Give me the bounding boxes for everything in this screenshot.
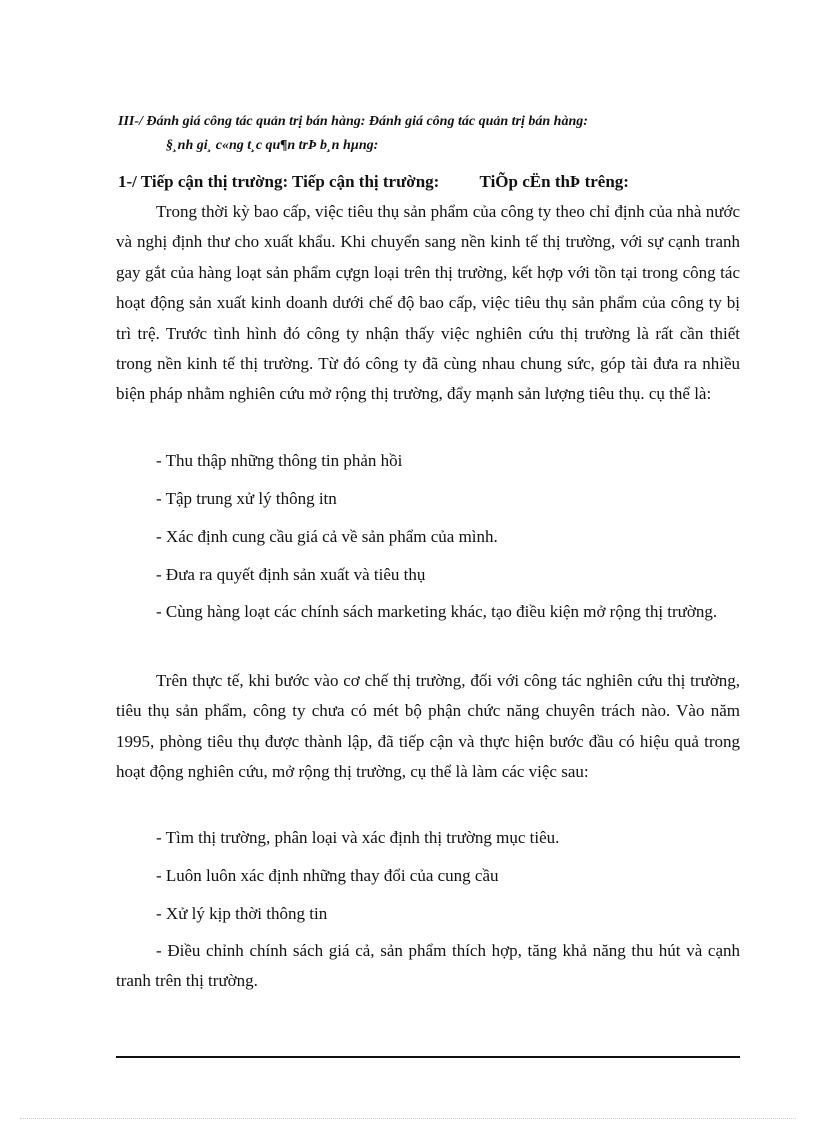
section-title-garbled: §¸nh gi¸ c«ng t¸c qu¶n trÞ b¸n hµng:: [166, 138, 379, 153]
list-item: - Đưa ra quyết định sản xuất và tiêu thụ: [156, 565, 426, 584]
list-item-text: - Cùng hàng loạt các chính sách marketing khác, tạo điều kiện mở rộng thị trường.: [156, 602, 718, 621]
paragraph-text: Trên thực tế, khi bước vào cơ chế thị trường, đối với công tác nghiên cứu thị trường, tiêu thụ sản phẩm, công ty chưa có mét bộ phận chức năng chuyên trách nào. Vào năm 1995, phòng tiêu thụ được thành lập, đã tiếp cận và thực hiện bước đầu có hiệu quả trong hoạt động nghiên cứu, mở rộng thị trường, cụ thể là làm các việc sau:: [116, 671, 740, 782]
paragraph-2: [116, 666, 740, 788]
list-item-wrapped: [116, 936, 740, 997]
footer-rule: [116, 1056, 740, 1058]
list-item: - Xác định cung cầu giá cả về sản phẩm của mình.: [156, 527, 498, 546]
paragraph-text: Trong thời kỳ bao cấp, việc tiêu thụ sản phẩm của công ty theo chỉ định của nhà nước và nghị định thư cho xuất khẩu. Khi chuyển sang nền kinh tế thị trường, với sự cạnh tranh gay gắt của hàng loạt sản phẩm cựgn loại trên thị trường, kết hợp với tồn tại trong công tác hoạt động sản xuất kinh doanh dưới chế độ bao cấp, việc tiêu thụ sản phẩm của công ty bị trì trệ. Trước tình hình đó công ty nhận thấy việc nghiên cứu thị trường là rất cần thiết trong nền kinh tế thị trường. Từ đó công ty đã cùng nhau chung sức, góp tài đưa ra nhiều biện pháp nhằm nghiên cứu mở rộng thị trường, đẩy mạnh sản lượng tiêu thụ. cụ thể là:: [116, 202, 740, 404]
list-item-text: - Điều chỉnh chính sách giá cả, sản phẩm thích hợp, tăng khả năng thu hút và cạnh tranh trên thị trường.: [116, 941, 740, 991]
list-item: - Tập trung xử lý thông itn: [156, 489, 337, 508]
list-item: - Xử lý kịp thời thông tin: [156, 904, 328, 923]
paragraph-1: [116, 197, 740, 410]
subsection-title: [118, 168, 740, 196]
page-edge-dots: [20, 1118, 796, 1119]
list-item: - Tìm thị trường, phân loại và xác định thị trường mục tiêu.: [156, 828, 560, 847]
section-title-line: III-/ Đánh giá công tác quản trị bán hàng: Đánh giá công tác quản trị bán hàng:: [118, 114, 588, 129]
section-title: [118, 110, 740, 158]
list-item: - Luôn luôn xác định những thay đổi của cung cầu: [156, 866, 499, 885]
list-item-wrapped: [116, 597, 740, 627]
list-item: - Thu thập những thông tin phản hồi: [156, 451, 403, 470]
subsection-title-garbled: TiÕp cËn thÞ trêng:: [479, 172, 629, 191]
subsection-title-text: 1-/ Tiếp cận thị trường: Tiếp cận thị trường:: [118, 172, 440, 191]
